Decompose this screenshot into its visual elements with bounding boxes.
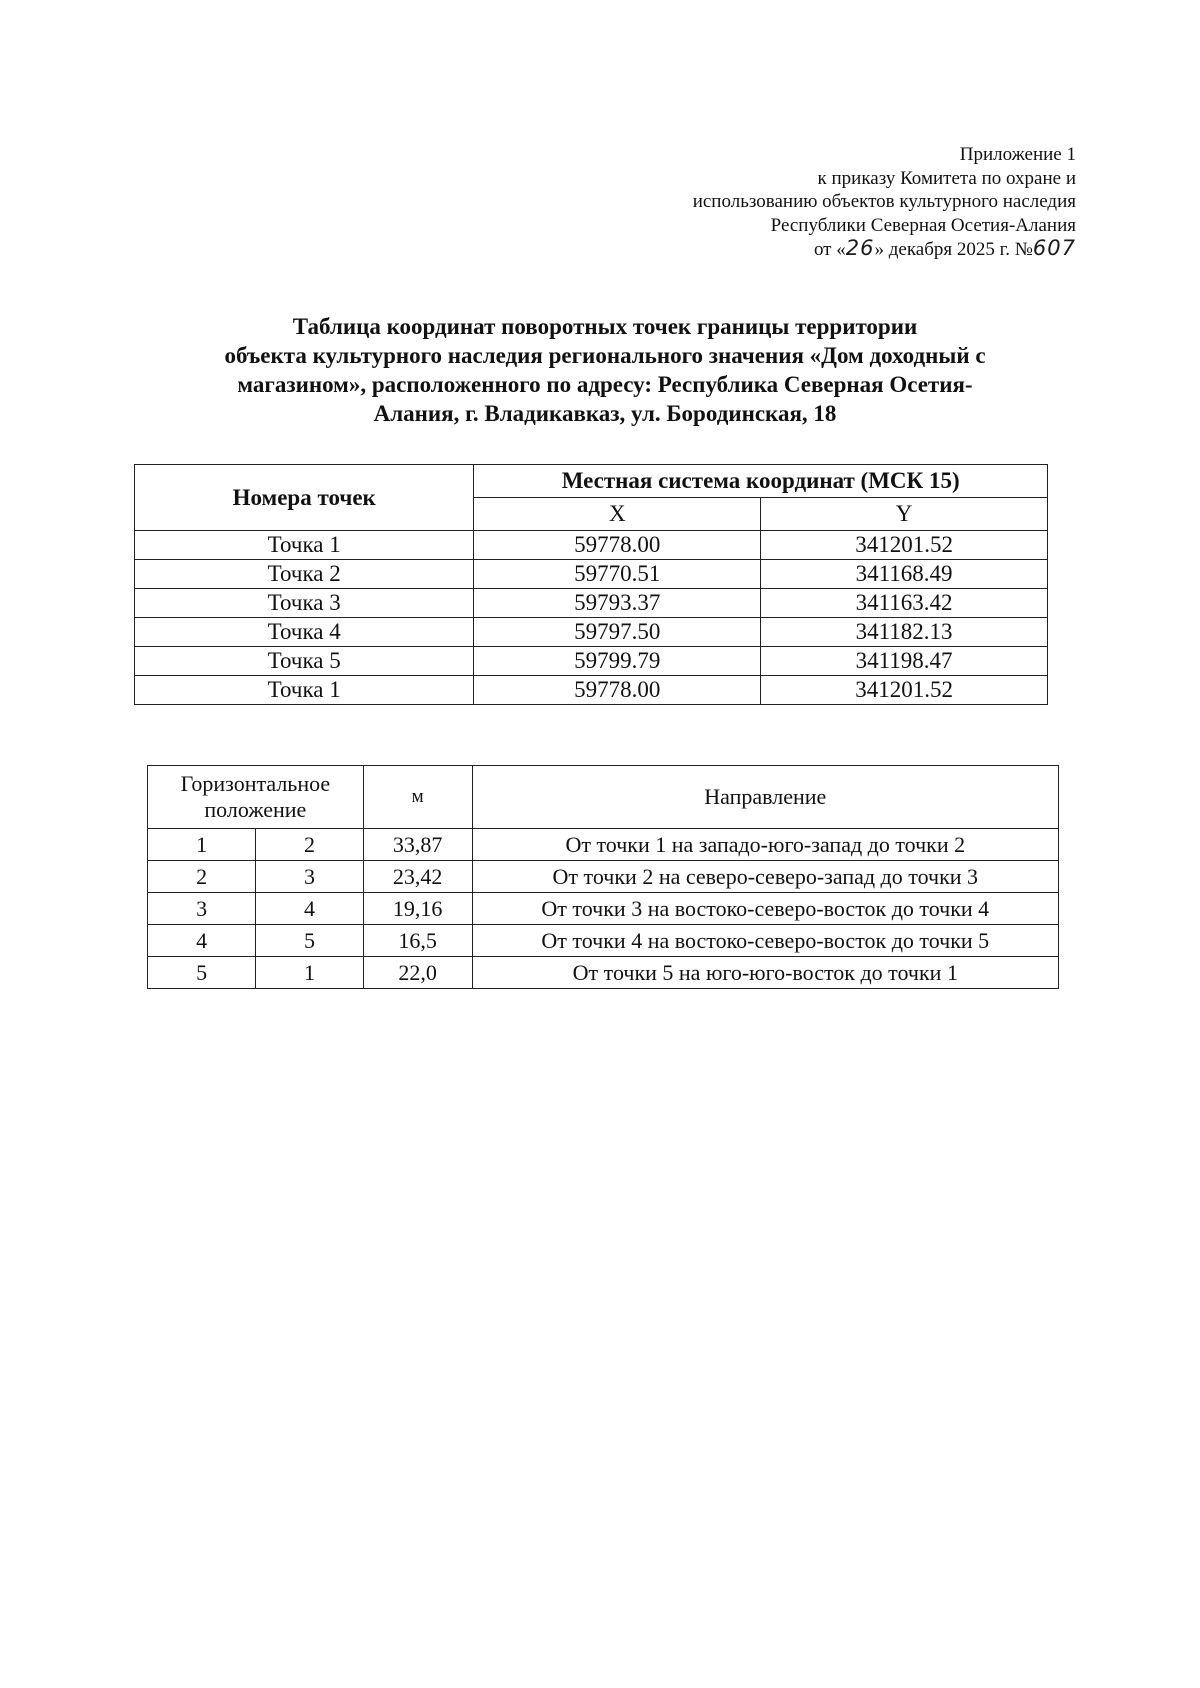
header-y: Y [761,498,1048,531]
x-value: 59778.00 [474,531,761,560]
distance-value: 19,16 [363,893,472,925]
y-value: 341168.49 [761,560,1048,589]
appendix-date-line [693,237,1076,262]
table-row [148,893,1059,925]
point-name: Точка 5 [135,647,474,676]
x-value: 59770.51 [474,560,761,589]
from-point: 4 [148,925,256,957]
table-row [135,647,1048,676]
y-value: 341201.52 [761,676,1048,705]
header-point-numbers: Номера точек [135,465,474,531]
to-point: 1 [256,957,363,989]
appendix-republic: Республики Северная Осетия-Алания [770,214,1076,236]
x-value: 59797.50 [474,618,761,647]
appendix-order-ref: к приказу Комитета по охране и [817,167,1076,189]
distance-value: 33,87 [363,829,472,861]
point-name: Точка 3 [135,589,474,618]
header-x: X [474,498,761,531]
title-line-3: магазином», расположенного по адресу: Республика Северная Осетия- [237,372,973,397]
title-line-4: Алания, г. Владикавказ, ул. Бородинская, 18 [373,401,837,426]
y-value: 341198.47 [761,647,1048,676]
distance-value: 22,0 [363,957,472,989]
table-row [135,676,1048,705]
appendix-committee: использованию объектов культурного наследия [692,191,1076,212]
to-point: 4 [256,893,363,925]
table-row [135,560,1048,589]
from-point: 3 [148,893,256,925]
title-line-2: объекта культурного наследия регионального значения «Дом доходный с [224,343,986,368]
point-name: Точка 1 [135,676,474,705]
point-name: Точка 2 [135,560,474,589]
table-row [148,925,1059,957]
direction-text: От точки 2 на северо-северо-запад до точки 3 [472,861,1058,893]
document-title [150,312,1060,428]
table-row [148,861,1059,893]
table-row [135,618,1048,647]
date-middle: » декабря 2025 г. № [874,239,1033,260]
handwritten-day: 26 [845,236,875,260]
directions-header-row [148,766,1059,829]
table-row [135,589,1048,618]
handwritten-order-number: 607 [1032,236,1076,260]
y-value: 341182.13 [761,618,1048,647]
x-value: 59799.79 [474,647,761,676]
appendix-title: Приложение 1 [959,144,1076,165]
directions-table [147,765,1059,989]
table-row [148,957,1059,989]
table-row [148,829,1059,861]
header-direction: Направление [472,766,1058,829]
to-point: 2 [256,829,363,861]
y-value: 341201.52 [761,531,1048,560]
from-point: 5 [148,957,256,989]
distance-value: 23,42 [363,861,472,893]
y-value: 341163.42 [761,589,1048,618]
from-point: 2 [148,861,256,893]
to-point: 3 [256,861,363,893]
appendix-header [693,143,1076,262]
direction-text: От точки 1 на западо-юго-запад до точки 2 [472,829,1058,861]
x-value: 59793.37 [474,589,761,618]
x-value: 59778.00 [474,676,761,705]
from-point: 1 [148,829,256,861]
direction-text: От точки 3 на востоко-северо-восток до точки 4 [472,893,1058,925]
direction-text: От точки 4 на востоко-северо-восток до точки 5 [472,925,1058,957]
point-name: Точка 1 [135,531,474,560]
table-row [135,531,1048,560]
to-point: 5 [256,925,363,957]
header-horizontal-position: Горизонтальное положение [148,766,364,829]
coordinates-header-row [135,465,1048,498]
title-line-1: Таблица координат поворотных точек границы территории [292,314,918,339]
header-coordinate-system: Местная система координат (МСК 15) [474,465,1048,498]
point-name: Точка 4 [135,618,474,647]
distance-value: 16,5 [363,925,472,957]
date-prefix: от « [813,239,846,260]
direction-text: От точки 5 на юго-юго-восток до точки 1 [472,957,1058,989]
header-unit: м [363,766,472,829]
coordinates-table [134,464,1048,705]
